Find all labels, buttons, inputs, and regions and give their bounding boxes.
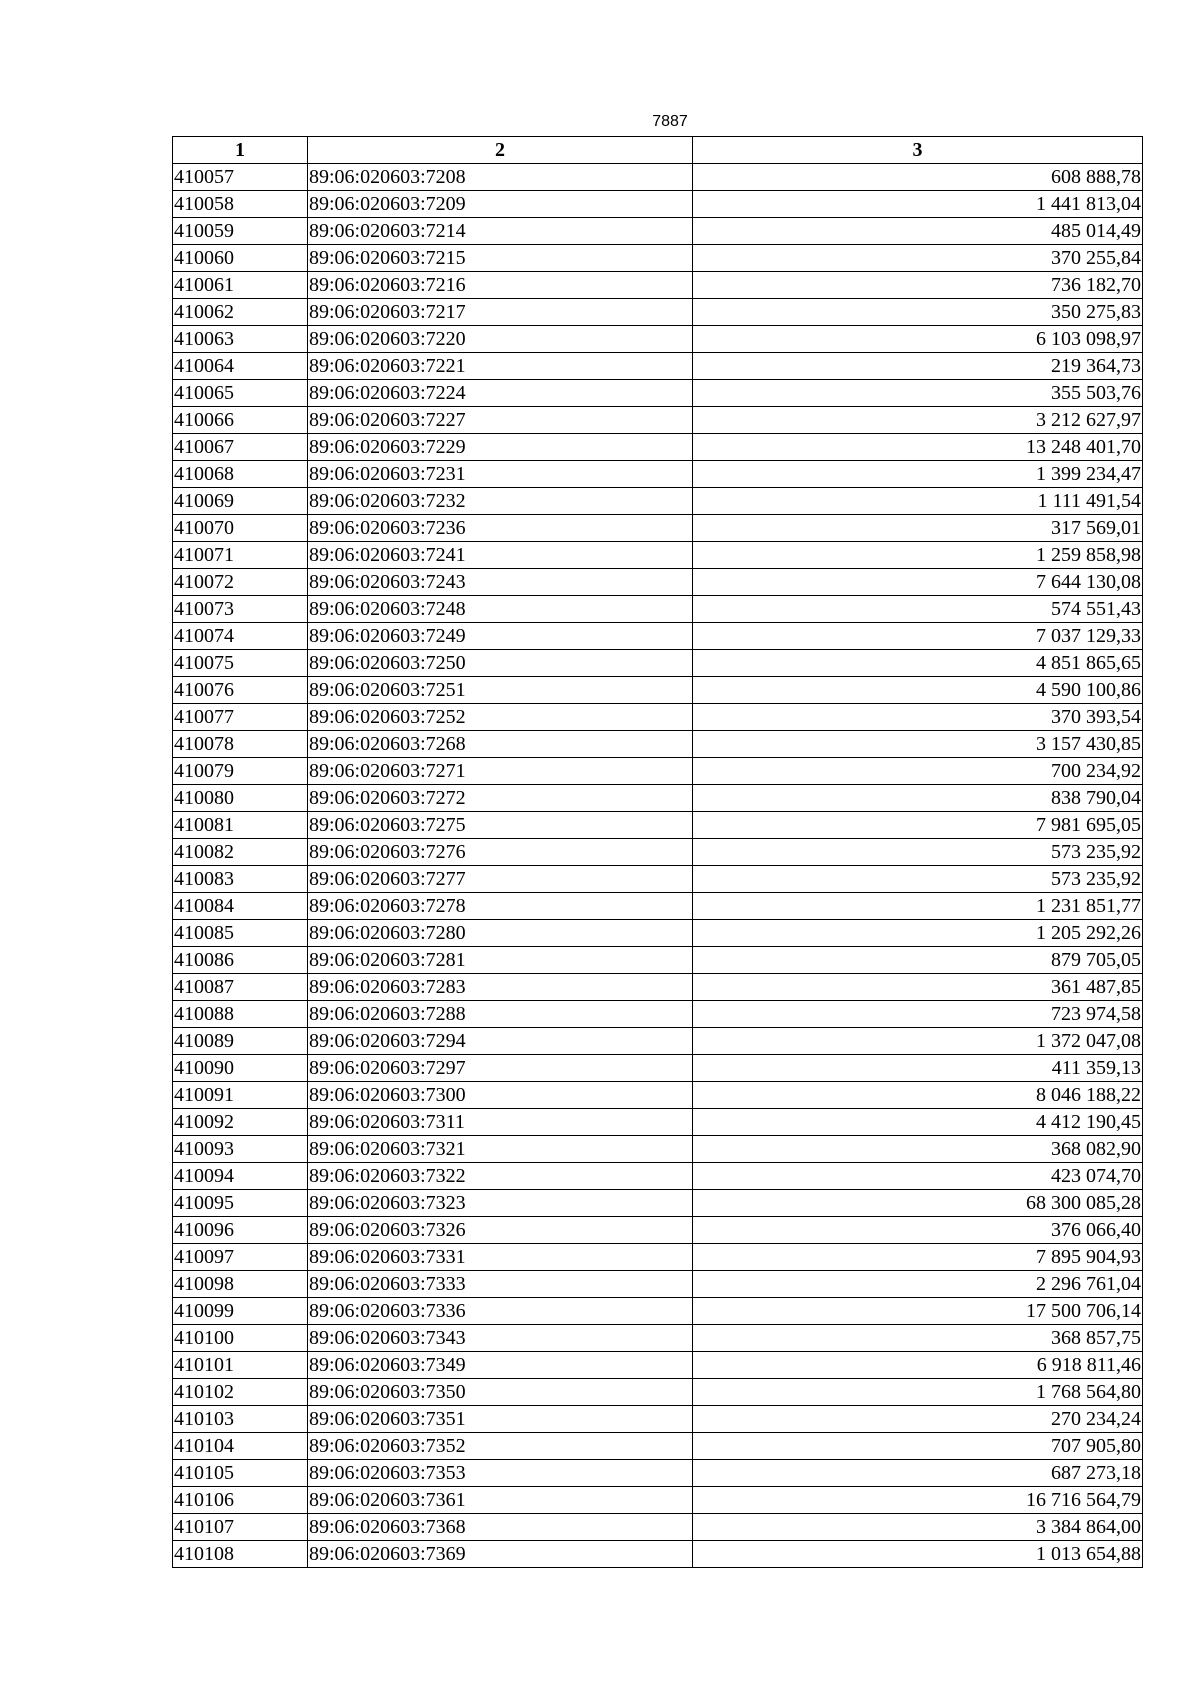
- value-cell: 574 551,43: [693, 596, 1143, 623]
- table-row: [173, 164, 1143, 191]
- table-row: [173, 1217, 1143, 1244]
- table-row: [173, 488, 1143, 515]
- row-id-cell: 410096: [173, 1217, 308, 1244]
- cadastral-number-cell: 89:06:020603:7217: [308, 299, 693, 326]
- value-cell: 573 235,92: [693, 866, 1143, 893]
- table-row: [173, 1514, 1143, 1541]
- value-cell: 4 851 865,65: [693, 650, 1143, 677]
- column-header-2: 2: [308, 137, 693, 164]
- table-row: [173, 1055, 1143, 1082]
- cadastral-number-cell: 89:06:020603:7278: [308, 893, 693, 920]
- row-id-cell: 410065: [173, 380, 308, 407]
- value-cell: 1 205 292,26: [693, 920, 1143, 947]
- row-id-cell: 410073: [173, 596, 308, 623]
- table-row: [173, 1487, 1143, 1514]
- table-row: [173, 1433, 1143, 1460]
- row-id-cell: 410063: [173, 326, 308, 353]
- table-row: [173, 812, 1143, 839]
- table-row: [173, 1325, 1143, 1352]
- row-id-cell: 410090: [173, 1055, 308, 1082]
- table-row: [173, 326, 1143, 353]
- value-cell: 16 716 564,79: [693, 1487, 1143, 1514]
- cadastral-number-cell: 89:06:020603:7349: [308, 1352, 693, 1379]
- value-cell: 1 259 858,98: [693, 542, 1143, 569]
- value-cell: 838 790,04: [693, 785, 1143, 812]
- cadastral-number-cell: 89:06:020603:7268: [308, 731, 693, 758]
- row-id-cell: 410058: [173, 191, 308, 218]
- cadastral-number-cell: 89:06:020603:7297: [308, 1055, 693, 1082]
- value-cell: 608 888,78: [693, 164, 1143, 191]
- cadastral-number-cell: 89:06:020603:7352: [308, 1433, 693, 1460]
- value-cell: 3 157 430,85: [693, 731, 1143, 758]
- row-id-cell: 410086: [173, 947, 308, 974]
- row-id-cell: 410087: [173, 974, 308, 1001]
- row-id-cell: 410068: [173, 461, 308, 488]
- value-cell: 1 013 654,88: [693, 1541, 1143, 1568]
- column-header-1: 1: [173, 137, 308, 164]
- table-row: [173, 1028, 1143, 1055]
- table-row: [173, 731, 1143, 758]
- cadastral-number-cell: 89:06:020603:7275: [308, 812, 693, 839]
- row-id-cell: 410071: [173, 542, 308, 569]
- cadastral-number-cell: 89:06:020603:7248: [308, 596, 693, 623]
- value-cell: 376 066,40: [693, 1217, 1143, 1244]
- cadastral-number-cell: 89:06:020603:7368: [308, 1514, 693, 1541]
- row-id-cell: 410085: [173, 920, 308, 947]
- cadastral-number-cell: 89:06:020603:7215: [308, 245, 693, 272]
- table-row: [173, 893, 1143, 920]
- row-id-cell: 410075: [173, 650, 308, 677]
- value-cell: 1 231 851,77: [693, 893, 1143, 920]
- value-cell: 7 644 130,08: [693, 569, 1143, 596]
- value-cell: 370 393,54: [693, 704, 1143, 731]
- row-id-cell: 410064: [173, 353, 308, 380]
- row-id-cell: 410107: [173, 1514, 308, 1541]
- row-id-cell: 410067: [173, 434, 308, 461]
- table-row: [173, 920, 1143, 947]
- table-row: [173, 758, 1143, 785]
- row-id-cell: 410080: [173, 785, 308, 812]
- value-cell: 13 248 401,70: [693, 434, 1143, 461]
- value-cell: 4 590 100,86: [693, 677, 1143, 704]
- table-row: [173, 1136, 1143, 1163]
- table-row: [173, 1271, 1143, 1298]
- value-cell: 1 399 234,47: [693, 461, 1143, 488]
- cadastral-number-cell: 89:06:020603:7243: [308, 569, 693, 596]
- row-id-cell: 410106: [173, 1487, 308, 1514]
- cadastral-number-cell: 89:06:020603:7250: [308, 650, 693, 677]
- cadastral-number-cell: 89:06:020603:7272: [308, 785, 693, 812]
- value-cell: 350 275,83: [693, 299, 1143, 326]
- row-id-cell: 410098: [173, 1271, 308, 1298]
- table-row: [173, 1406, 1143, 1433]
- value-cell: 68 300 085,28: [693, 1190, 1143, 1217]
- row-id-cell: 410083: [173, 866, 308, 893]
- value-cell: 700 234,92: [693, 758, 1143, 785]
- row-id-cell: 410060: [173, 245, 308, 272]
- value-cell: 723 974,58: [693, 1001, 1143, 1028]
- row-id-cell: 410099: [173, 1298, 308, 1325]
- cadastral-number-cell: 89:06:020603:7214: [308, 218, 693, 245]
- table-body: [173, 164, 1143, 1568]
- cadastral-number-cell: 89:06:020603:7216: [308, 272, 693, 299]
- table-row: [173, 1082, 1143, 1109]
- value-cell: 687 273,18: [693, 1460, 1143, 1487]
- row-id-cell: 410070: [173, 515, 308, 542]
- value-cell: 7 981 695,05: [693, 812, 1143, 839]
- row-id-cell: 410078: [173, 731, 308, 758]
- table-row: [173, 1460, 1143, 1487]
- value-cell: 1 111 491,54: [693, 488, 1143, 515]
- cadastral-number-cell: 89:06:020603:7236: [308, 515, 693, 542]
- table-row: [173, 677, 1143, 704]
- table-row: [173, 1244, 1143, 1271]
- table-row: [173, 596, 1143, 623]
- cadastral-number-cell: 89:06:020603:7276: [308, 839, 693, 866]
- row-id-cell: 410066: [173, 407, 308, 434]
- cadastral-number-cell: 89:06:020603:7353: [308, 1460, 693, 1487]
- value-cell: 4 412 190,45: [693, 1109, 1143, 1136]
- column-header-3: 3: [693, 137, 1143, 164]
- page-number: 7887: [652, 113, 688, 130]
- row-id-cell: 410074: [173, 623, 308, 650]
- table-row: [173, 839, 1143, 866]
- cadastral-number-cell: 89:06:020603:7281: [308, 947, 693, 974]
- table-row: [173, 380, 1143, 407]
- table-row: [173, 623, 1143, 650]
- cadastral-number-cell: 89:06:020603:7271: [308, 758, 693, 785]
- value-cell: 707 905,80: [693, 1433, 1143, 1460]
- value-cell: 6 918 811,46: [693, 1352, 1143, 1379]
- value-cell: 7 037 129,33: [693, 623, 1143, 650]
- row-id-cell: 410079: [173, 758, 308, 785]
- data-table: [172, 136, 1143, 1568]
- table-row: [173, 542, 1143, 569]
- value-cell: 7 895 904,93: [693, 1244, 1143, 1271]
- cadastral-number-cell: 89:06:020603:7280: [308, 920, 693, 947]
- table-row: [173, 191, 1143, 218]
- row-id-cell: 410089: [173, 1028, 308, 1055]
- table-row: [173, 947, 1143, 974]
- cadastral-number-cell: 89:06:020603:7288: [308, 1001, 693, 1028]
- table-row: [173, 407, 1143, 434]
- value-cell: 6 103 098,97: [693, 326, 1143, 353]
- cadastral-number-cell: 89:06:020603:7209: [308, 191, 693, 218]
- row-id-cell: 410103: [173, 1406, 308, 1433]
- cadastral-number-cell: 89:06:020603:7241: [308, 542, 693, 569]
- cadastral-number-cell: 89:06:020603:7283: [308, 974, 693, 1001]
- row-id-cell: 410059: [173, 218, 308, 245]
- row-id-cell: 410100: [173, 1325, 308, 1352]
- row-id-cell: 410061: [173, 272, 308, 299]
- value-cell: 3 212 627,97: [693, 407, 1143, 434]
- row-id-cell: 410093: [173, 1136, 308, 1163]
- row-id-cell: 410084: [173, 893, 308, 920]
- row-id-cell: 410062: [173, 299, 308, 326]
- row-id-cell: 410057: [173, 164, 308, 191]
- table-row: [173, 434, 1143, 461]
- value-cell: 219 364,73: [693, 353, 1143, 380]
- row-id-cell: 410105: [173, 1460, 308, 1487]
- table-row: [173, 1298, 1143, 1325]
- cadastral-number-cell: 89:06:020603:7300: [308, 1082, 693, 1109]
- table-row: [173, 272, 1143, 299]
- value-cell: 879 705,05: [693, 947, 1143, 974]
- table-row: [173, 704, 1143, 731]
- cadastral-number-cell: 89:06:020603:7208: [308, 164, 693, 191]
- row-id-cell: 410091: [173, 1082, 308, 1109]
- row-id-cell: 410094: [173, 1163, 308, 1190]
- cadastral-number-cell: 89:06:020603:7326: [308, 1217, 693, 1244]
- row-id-cell: 410095: [173, 1190, 308, 1217]
- value-cell: 2 296 761,04: [693, 1271, 1143, 1298]
- value-cell: 1 441 813,04: [693, 191, 1143, 218]
- table-row: [173, 515, 1143, 542]
- row-id-cell: 410092: [173, 1109, 308, 1136]
- row-id-cell: 410082: [173, 839, 308, 866]
- table-row: [173, 974, 1143, 1001]
- row-id-cell: 410076: [173, 677, 308, 704]
- cadastral-number-cell: 89:06:020603:7322: [308, 1163, 693, 1190]
- value-cell: 8 046 188,22: [693, 1082, 1143, 1109]
- cadastral-number-cell: 89:06:020603:7221: [308, 353, 693, 380]
- table-row: [173, 1379, 1143, 1406]
- table-row: [173, 1109, 1143, 1136]
- cadastral-number-cell: 89:06:020603:7232: [308, 488, 693, 515]
- value-cell: 1 768 564,80: [693, 1379, 1143, 1406]
- cadastral-number-cell: 89:06:020603:7220: [308, 326, 693, 353]
- cadastral-number-cell: 89:06:020603:7231: [308, 461, 693, 488]
- value-cell: 368 082,90: [693, 1136, 1143, 1163]
- cadastral-number-cell: 89:06:020603:7251: [308, 677, 693, 704]
- cadastral-number-cell: 89:06:020603:7333: [308, 1271, 693, 1298]
- cadastral-number-cell: 89:06:020603:7224: [308, 380, 693, 407]
- value-cell: 368 857,75: [693, 1325, 1143, 1352]
- table-row: [173, 650, 1143, 677]
- cadastral-number-cell: 89:06:020603:7277: [308, 866, 693, 893]
- table-row: [173, 1190, 1143, 1217]
- value-cell: 1 372 047,08: [693, 1028, 1143, 1055]
- cadastral-number-cell: 89:06:020603:7294: [308, 1028, 693, 1055]
- cadastral-number-cell: 89:06:020603:7252: [308, 704, 693, 731]
- row-id-cell: 410088: [173, 1001, 308, 1028]
- table-row: [173, 1163, 1143, 1190]
- value-cell: 411 359,13: [693, 1055, 1143, 1082]
- table-row: [173, 866, 1143, 893]
- value-cell: 361 487,85: [693, 974, 1143, 1001]
- cadastral-number-cell: 89:06:020603:7227: [308, 407, 693, 434]
- value-cell: 317 569,01: [693, 515, 1143, 542]
- cadastral-number-cell: 89:06:020603:7343: [308, 1325, 693, 1352]
- row-id-cell: 410101: [173, 1352, 308, 1379]
- value-cell: 736 182,70: [693, 272, 1143, 299]
- value-cell: 3 384 864,00: [693, 1514, 1143, 1541]
- cadastral-number-cell: 89:06:020603:7361: [308, 1487, 693, 1514]
- row-id-cell: 410077: [173, 704, 308, 731]
- table-row: [173, 569, 1143, 596]
- table-row: [173, 245, 1143, 272]
- cadastral-number-cell: 89:06:020603:7369: [308, 1541, 693, 1568]
- table-row: [173, 1541, 1143, 1568]
- cadastral-number-cell: 89:06:020603:7323: [308, 1190, 693, 1217]
- table-row: [173, 218, 1143, 245]
- cadastral-number-cell: 89:06:020603:7331: [308, 1244, 693, 1271]
- table-row: [173, 1352, 1143, 1379]
- cadastral-number-cell: 89:06:020603:7336: [308, 1298, 693, 1325]
- row-id-cell: 410108: [173, 1541, 308, 1568]
- row-id-cell: 410104: [173, 1433, 308, 1460]
- cadastral-number-cell: 89:06:020603:7350: [308, 1379, 693, 1406]
- cadastral-number-cell: 89:06:020603:7351: [308, 1406, 693, 1433]
- value-cell: 423 074,70: [693, 1163, 1143, 1190]
- value-cell: 355 503,76: [693, 380, 1143, 407]
- value-cell: 270 234,24: [693, 1406, 1143, 1433]
- value-cell: 573 235,92: [693, 839, 1143, 866]
- table-row: [173, 785, 1143, 812]
- cadastral-number-cell: 89:06:020603:7229: [308, 434, 693, 461]
- cadastral-number-cell: 89:06:020603:7311: [308, 1109, 693, 1136]
- row-id-cell: 410069: [173, 488, 308, 515]
- table-header-row: [173, 137, 1143, 164]
- table-row: [173, 299, 1143, 326]
- row-id-cell: 410072: [173, 569, 308, 596]
- table-row: [173, 353, 1143, 380]
- table-row: [173, 461, 1143, 488]
- cadastral-number-cell: 89:06:020603:7321: [308, 1136, 693, 1163]
- row-id-cell: 410102: [173, 1379, 308, 1406]
- table-row: [173, 1001, 1143, 1028]
- row-id-cell: 410097: [173, 1244, 308, 1271]
- value-cell: 485 014,49: [693, 218, 1143, 245]
- row-id-cell: 410081: [173, 812, 308, 839]
- value-cell: 17 500 706,14: [693, 1298, 1143, 1325]
- cadastral-number-cell: 89:06:020603:7249: [308, 623, 693, 650]
- value-cell: 370 255,84: [693, 245, 1143, 272]
